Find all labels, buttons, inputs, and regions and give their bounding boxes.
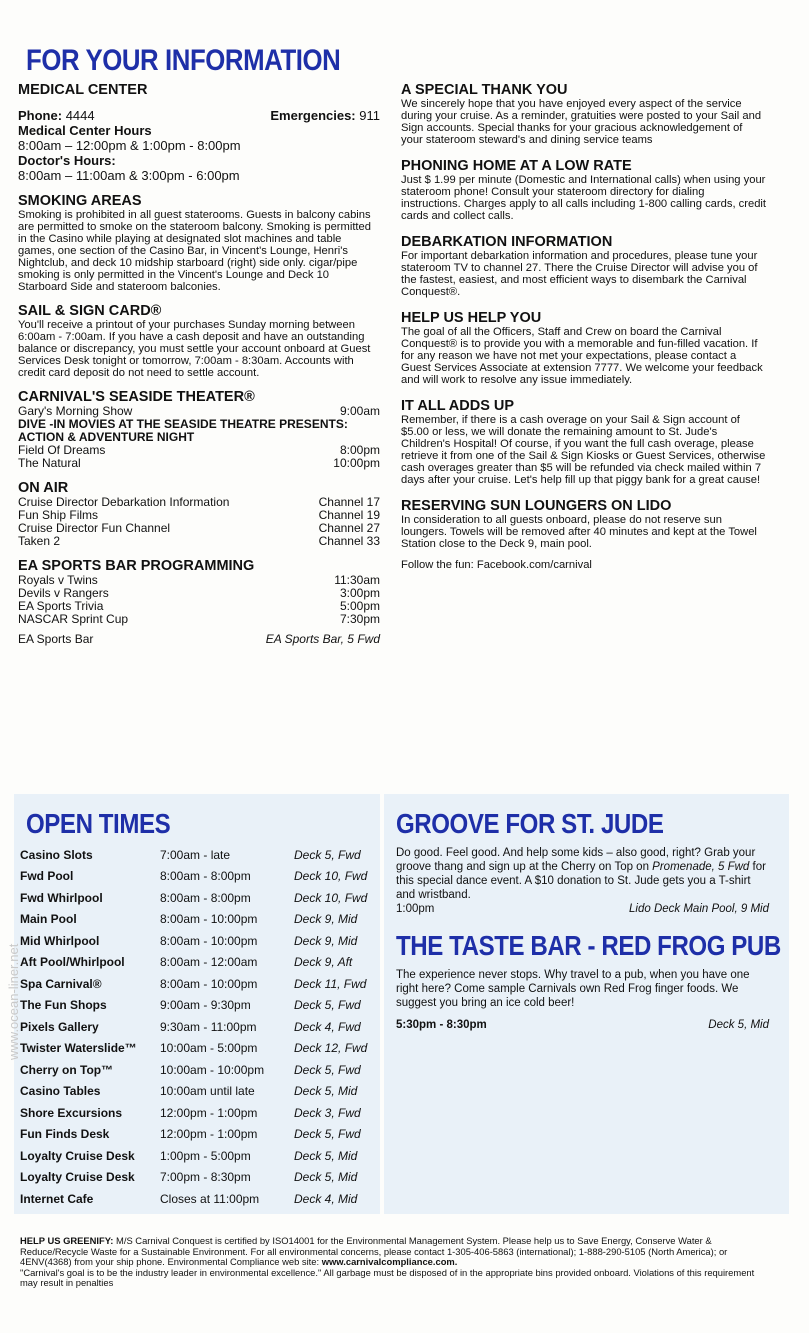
venue-hours: 12:00pm - 1:00pm (160, 1105, 258, 1120)
footer-greenify (20, 1236, 768, 1289)
venue-name: Twister Waterslide™ (20, 1041, 137, 1056)
venue-hours: 9:30am - 11:00pm (160, 1019, 257, 1034)
footer-text-2: "Carnival's goal is to be the industry leader in environmental excellence." All garbage must be disposed of in the appropriate bins provided onboard. Violations of this requirement may result in penalties (20, 1266, 755, 1288)
venue-name: Loyalty Cruise Desk (20, 1170, 135, 1185)
follow-link: Follow the fun: Facebook.com/carnival (401, 559, 592, 571)
venue-hours: 8:00am - 12:00am (160, 955, 258, 970)
theater-heading: CARNIVAL'S SEASIDE THEATER® (18, 389, 255, 405)
venue-deck: Deck 5, Fwd (294, 1127, 361, 1142)
morning-show-name: Gary's Morning Show (18, 404, 133, 418)
venue-hours: 7:00am - late (160, 847, 231, 862)
venue-hours: 8:00am - 8:00pm (160, 890, 251, 905)
groove-heading: GROOVE FOR ST. JUDE (396, 808, 664, 839)
loungers-section (401, 498, 767, 571)
open-times-heading: OPEN TIMES (26, 808, 171, 839)
sports-row (18, 613, 380, 626)
open-times-row (20, 1059, 367, 1081)
venue-hours: Closes at 11:00pm (160, 1191, 260, 1206)
venue-name: Loyalty Cruise Desk (20, 1148, 135, 1163)
help-heading: HELP US HELP YOU (401, 310, 542, 326)
venue-hours: 8:00am - 10:00pm (160, 933, 258, 948)
venue-name: Fun Finds Desk (20, 1127, 110, 1142)
venue-name: Pixels Gallery (20, 1019, 99, 1034)
venue-name: Casino Slots (20, 847, 93, 862)
help-text: The goal of all the Officers, Staff and Crew on board the Carnival Conquest® is to provide you with a memorable and fun-filled vacation. If for any reason we have not met your expectations, please contact a Guest Services Associate at extension 7777. We welcome your feedback and will work to resolve any issue immediately. (401, 326, 763, 386)
medical-center-section (18, 82, 380, 183)
venue-hours: 9:00am - 9:30pm (160, 998, 251, 1013)
venue-hours: 12:00pm - 1:00pm (160, 1127, 258, 1142)
venue-name: Internet Cafe (20, 1191, 94, 1206)
open-times-row (20, 973, 367, 995)
action-night: ACTION & ADVENTURE NIGHT (18, 430, 195, 444)
channel-number: Channel 17 (318, 495, 380, 509)
sports-event: EA Sports Trivia (18, 599, 104, 613)
venue-name: The Fun Shops (20, 998, 107, 1013)
venue-deck: Deck 5, Mid (294, 1148, 358, 1163)
groove-time-row (396, 902, 769, 916)
venue-deck: Deck 9, Aft (294, 955, 353, 970)
open-times-row (20, 866, 367, 888)
open-times-row (20, 1038, 367, 1060)
events-panel (384, 794, 789, 1214)
venue-deck: Deck 10, Fwd (294, 869, 368, 884)
smoking-text: Smoking is prohibited in all guest staterooms. Guests in balcony cabins are permitted to smoke on the stateroom balcony. Smoking is permitted in the Casino while playing at designated slot machines and table games, one section of the Casino Bar, in Vincent's Lounge, Henri's Nightclub, and deck 10 midship starboard (right) side only. cigar/pipe smoking is only permitted in the Vincent's Lounge and Deck 10 Starboard Side and stateroom balconies. (18, 209, 371, 293)
debarkation-section (401, 234, 767, 298)
venue-deck: Deck 9, Mid (294, 933, 358, 948)
left-column (18, 82, 380, 654)
venue-name: Shore Excursions (20, 1105, 123, 1120)
venue-hours: 8:00am - 8:00pm (160, 869, 251, 884)
movie-time: 8:00pm (339, 443, 380, 457)
channel-show: Taken 2 (18, 534, 61, 548)
adds-up-text: Remember, if there is a cash overage on your Sail & Sign account of $5.00 or less, we will donate the remaining amount to St. Jude's Children's Hospital! Of course, if you want the full cash overage, please retrieve it from one of the Sail & Sign Kiosks or Guest Services, otherwise cash overages greater than $5 will be refunded via check mailed within 7 days after your cruise. Let's help fill up that piggy bank for a great cause! (401, 414, 766, 486)
venue-hours: 8:00am - 10:00pm (160, 912, 258, 927)
venue-hours: 10:00am - 5:00pm (160, 1041, 258, 1056)
venue-hours: 10:00am until late (160, 1084, 255, 1099)
sports-event: Royals v Twins (18, 573, 98, 587)
venue-name: Aft Pool/Whirlpool (20, 955, 125, 970)
morning-show-time: 9:00am (339, 404, 380, 418)
groove-location: Lido Deck Main Pool, 9 Mid (629, 903, 769, 915)
smoking-section (18, 193, 380, 293)
venue-deck: Deck 5, Fwd (294, 998, 361, 1013)
open-times-row (20, 995, 367, 1017)
channel-show: Cruise Director Fun Channel (18, 521, 171, 535)
movie-row (18, 457, 380, 470)
open-times-row (20, 1124, 367, 1146)
doctor-hours: 8:00am – 11:00am & 3:00pm - 6:00pm (18, 168, 240, 183)
open-times-row (20, 930, 367, 952)
channel-show: Cruise Director Debarkation Information (18, 495, 230, 509)
venue-hours: 1:00pm - 5:00pm (160, 1148, 251, 1163)
open-times-row (20, 909, 367, 931)
medical-hours-label: Medical Center Hours (18, 123, 152, 138)
sail-sign-text: You'll receive a printout of your purchases Sunday morning between 6:00am - 7:00am. If you have a cash deposit and have an outstanding balance or discrepancy, you must settle your account onboard at Guest Services Desk tonight or tomorrow, 7:00am - 8:30am. Accounts with credit card deposit do not need to settle account. (18, 319, 371, 379)
sports-bar-location-row (18, 633, 380, 646)
adds-up-section (401, 398, 767, 486)
venue-hours: 8:00am - 10:00pm (160, 976, 258, 991)
phoning-heading: PHONING HOME AT A LOW RATE (401, 158, 632, 174)
groove-text (396, 846, 769, 902)
sail-sign-heading: SAIL & SIGN CARD® (18, 303, 162, 319)
groove-time: 1:00pm (396, 903, 435, 915)
debarkation-text: For important debarkation information and procedures, please tune your stateroom TV to channel 27. There the Cruise Director will advise you of the fastest, easiest, and most efficient ways to disembark the Carnival Conquest®. (401, 250, 758, 298)
loungers-text: In consideration to all guests onboard, please do not reserve sun loungers. Towels will be removed after 40 minutes and kept at the Towel Station close to the Deck 9, main pool. (401, 514, 757, 550)
smoking-heading: SMOKING AREAS (18, 193, 142, 209)
taste-bar-time-row (396, 1018, 769, 1032)
venue-hours: 7:00pm - 8:30pm (160, 1170, 251, 1185)
sports-bar-label: EA Sports Bar (18, 632, 94, 646)
venue-deck: Deck 3, Fwd (294, 1105, 361, 1120)
venue-deck: Deck 10, Fwd (294, 890, 368, 905)
emergency-number: 911 (359, 108, 380, 123)
venue-deck: Deck 5, Fwd (294, 1062, 361, 1077)
debarkation-heading: DEBARKATION INFORMATION (401, 234, 613, 250)
thank-you-text: We sincerely hope that you have enjoyed every aspect of the service during your cruise. As a reminder, gratuities were posted to your Sail and Sign accounts. Special thanks for your gracious acknowledgement of your stateroom steward's and dining service teams (401, 98, 762, 146)
venue-name: Spa Carnival® (20, 976, 102, 991)
watermark: www.ocean-liner.net (6, 943, 21, 1060)
sports-time: 5:00pm (339, 599, 380, 613)
medical-heading: MEDICAL CENTER (18, 82, 148, 98)
footer-url: www.carnivalcompliance.com. (321, 1256, 458, 1267)
open-times-row (20, 1102, 367, 1124)
channel-show: Fun Ship Films (18, 508, 99, 522)
taste-bar-heading: THE TASTE BAR - RED FROG PUB (396, 930, 781, 961)
taste-bar-time: 5:30pm - 8:30pm (396, 1019, 487, 1031)
venue-deck: Deck 9, Mid (294, 912, 358, 927)
venue-deck: Deck 4, Fwd (294, 1019, 361, 1034)
phone-number: 4444 (65, 108, 95, 123)
open-times-row (20, 887, 367, 909)
channel-number: Channel 19 (318, 508, 380, 522)
venue-name: Mid Whirlpool (20, 933, 100, 948)
channel-number: Channel 27 (318, 521, 380, 535)
groove-text-em: Promenade, 5 Fwd (652, 861, 750, 873)
on-air-heading: ON AIR (18, 480, 69, 496)
open-times-panel (14, 794, 380, 1214)
right-column (401, 82, 767, 579)
footer-text: M/S Carnival Conquest is certified by ISO14001 for the Environmental Management System. Please help us to Save Energy, Conserve Water & Reduce/Recycle Waste for a Sustainable Environment. For all environmental concerns, please contact 1-305-406-5863 (international); 1-888-290-5105 (North America); or 4ENV(4368) from your ship phone. Environmental Compliance web site: (20, 1235, 728, 1267)
venue-deck: Deck 5, Mid (294, 1084, 358, 1099)
venue-name: Cherry on Top™ (20, 1062, 114, 1077)
sports-time: 3:00pm (339, 586, 380, 600)
dive-in-movies: DIVE -IN MOVIES AT THE SEASIDE THEATRE PRESENTS: (18, 417, 348, 431)
venue-deck: Deck 4, Mid (294, 1191, 358, 1206)
groove-text-b: for this special dance event. A $10 donation to St. Jude gets you a T-shirt and wristband. (396, 861, 766, 901)
open-times-row (20, 1167, 367, 1189)
phoning-section (401, 158, 767, 222)
footer-label: HELP US GREENIFY: (20, 1235, 114, 1246)
taste-bar-text: The experience never stops. Why travel to a pub, when you have one right here? Come sample Carnivals own Red Frog finger foods. We suggest you bring an ice cold beer! (396, 969, 750, 1009)
sports-bar-section (18, 558, 380, 646)
venue-deck: Deck 5, Mid (294, 1170, 358, 1185)
venue-name: Main Pool (20, 912, 77, 927)
open-times-row (20, 1188, 367, 1210)
groove-text-a: Do good. Feel good. And help some kids – also good, right? Grab your groove thang and sign up at the Cherry on Top on (396, 847, 756, 873)
venue-deck: Deck 12, Fwd (294, 1041, 368, 1056)
open-times-row (20, 1081, 367, 1103)
venue-name: Fwd Whirlpool (20, 890, 103, 905)
channel-row (18, 535, 380, 548)
open-times-row (20, 952, 367, 974)
sports-event: NASCAR Sprint Cup (18, 612, 129, 626)
adds-up-heading: IT ALL ADDS UP (401, 398, 515, 414)
venue-name: Fwd Pool (20, 869, 74, 884)
doctor-hours-label: Doctor's Hours: (18, 153, 116, 168)
sports-event: Devils v Rangers (18, 586, 109, 600)
loungers-heading: RESERVING SUN LOUNGERS ON LIDO (401, 498, 672, 514)
medical-hours: 8:00am – 12:00pm & 1:00pm - 8:00pm (18, 138, 241, 153)
movie-time: 10:00pm (333, 456, 380, 470)
on-air-section (18, 480, 380, 548)
open-times-row (20, 844, 367, 866)
venue-deck: Deck 11, Fwd (294, 976, 367, 991)
phoning-text: Just $ 1.99 per minute (Domestic and International calls) when using your stateroom phone! Consult your stateroom directory for dialing instructions. Charges apply to all calls including 1-800 calling cards, credit cards and collect calls. (401, 174, 767, 222)
venue-deck: Deck 5, Fwd (294, 847, 361, 862)
sports-bar-location: EA Sports Bar, 5 Fwd (265, 632, 380, 646)
emergency-label: Emergencies: (270, 108, 356, 123)
thank-you-section (401, 82, 767, 146)
sports-time: 11:30am (334, 573, 380, 587)
phone-label: Phone: (18, 108, 63, 123)
open-times-table (20, 844, 367, 1210)
sail-sign-section (18, 303, 380, 379)
phone-row (18, 108, 380, 123)
channel-number: Channel 33 (318, 534, 380, 548)
venue-name: Casino Tables (20, 1084, 101, 1099)
sports-heading: EA SPORTS BAR PROGRAMMING (18, 558, 255, 574)
movie-name: The Natural (18, 456, 81, 470)
movie-name: Field Of Dreams (18, 443, 106, 457)
theater-section (18, 389, 380, 470)
page-title: FOR YOUR INFORMATION (26, 44, 341, 77)
venue-hours: 10:00am - 10:00pm (160, 1062, 265, 1077)
taste-bar-location: Deck 5, Mid (708, 1019, 769, 1031)
sports-time: 7:30pm (339, 612, 380, 626)
open-times-row (20, 1016, 367, 1038)
thank-you-heading: A SPECIAL THANK YOU (401, 82, 568, 98)
open-times-row (20, 1145, 367, 1167)
help-section (401, 310, 767, 386)
